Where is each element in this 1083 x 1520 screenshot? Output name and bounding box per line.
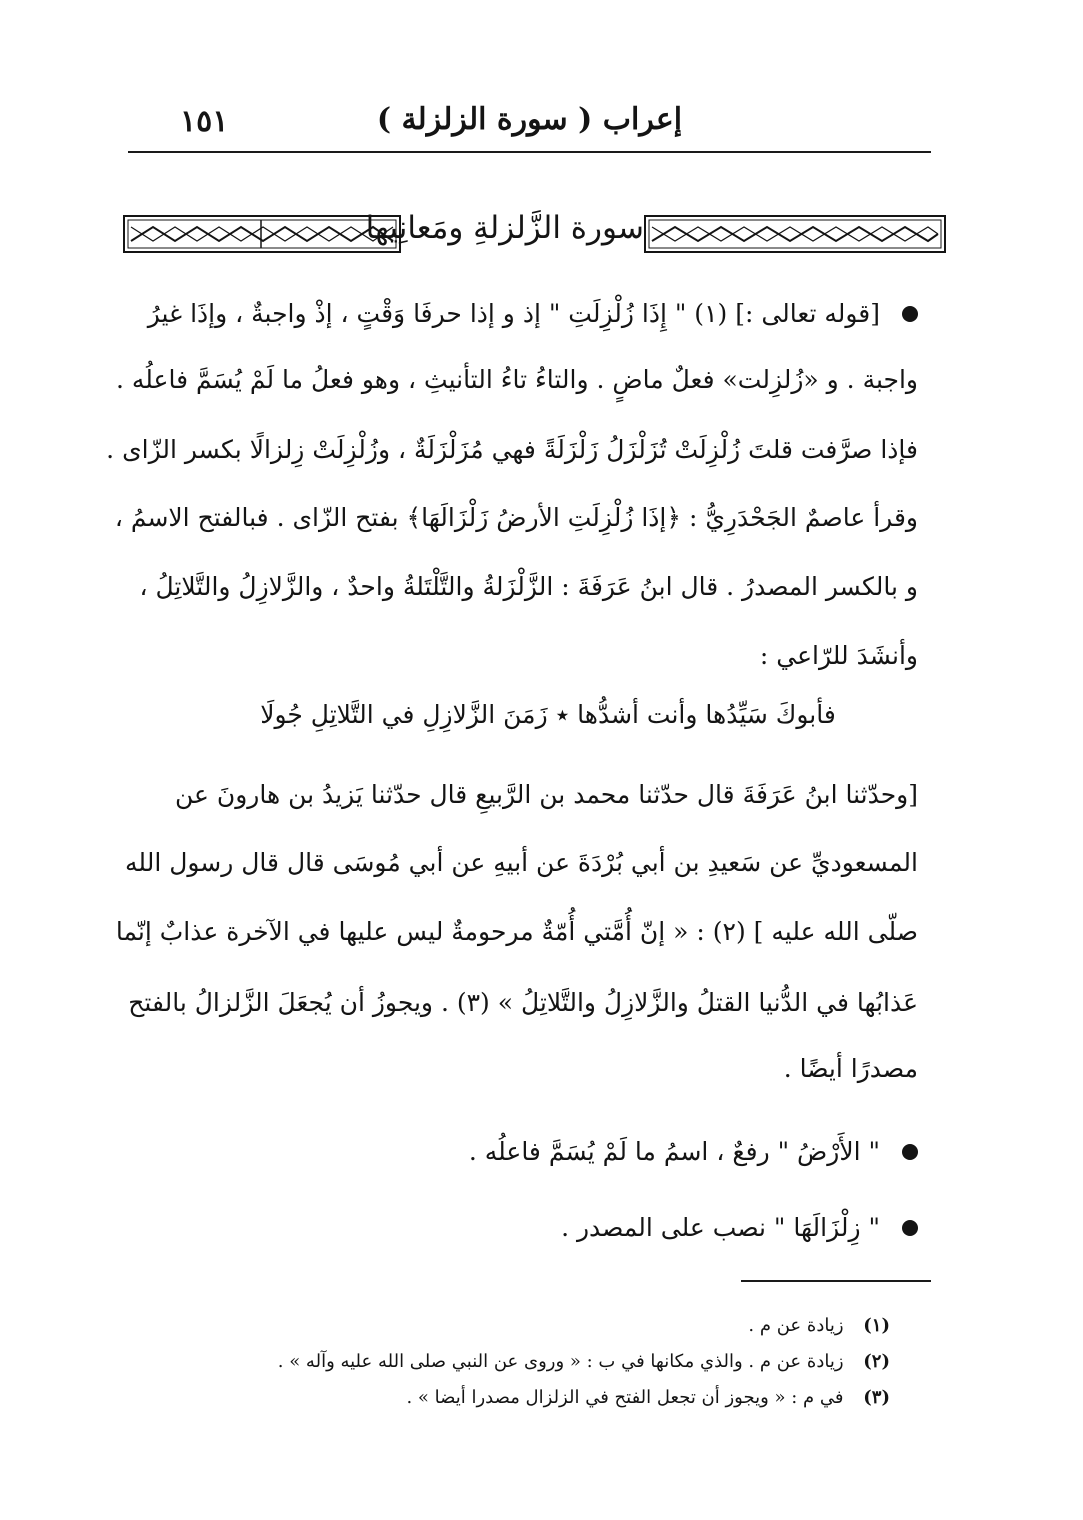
text-line <box>147 294 918 334</box>
footnote-number: (١) <box>863 1315 890 1336</box>
line-text: " زِلْزَالَهَا " نصب على المصدر . <box>561 1213 880 1242</box>
footnote <box>250 1308 890 1344</box>
surah-banner <box>123 206 946 262</box>
footnote <box>250 1380 890 1416</box>
footnotes <box>250 1308 890 1416</box>
text-line: فإذا صرَّفت قلتَ زُلْزِلَتْ تُزَلْزَلُ زَلْزَلَةً فهي مُزَلْزَلَةٌ ، وزُلْزِلَتْ زِلزالًا بكسر الزّاى . <box>106 435 918 464</box>
page-header <box>128 100 931 150</box>
line-text: " الأَرْضُ " رفعٌ ، اسمُ ما لَمْ يُسَمَّ فاعلُه . <box>468 1137 880 1166</box>
poetry-verse: فأبوكَ سَيِّدُها وأنت أشدُّها ٭ زَمَنَ الزَّلازِلِ في التَّلاتِلِ جُولَا <box>260 700 836 729</box>
text-line: واجبة . و «زُلزِلت» فعلٌ ماضٍ . والتاءُ تاءُ التأنيثِ ، وهو فعلُ ما لَمْ يُسَمَّ فاعلُه . <box>115 365 918 394</box>
text-line: [وحدّثنا ابنُ عَرَفَةَ قال حدّثنا محمد بن الرَّبيعِ قال حدّثنا يَزيدُ بن هارونَ عن <box>174 780 918 809</box>
text-line: وقرأ عاصمٌ الجَحْدَرِيُّ : ﴿إذَا زُلْزِلَتِ الأرضُ زَلْزَالَهَا﴾ بفتح الزّاى . فبالفتح الاسمُ ، <box>114 503 918 532</box>
footnote-number: (٣) <box>863 1387 890 1408</box>
ornament-band-left <box>123 214 401 254</box>
surah-title: سورة الزَّلزلةِ ومَعانِيها <box>365 210 644 246</box>
footnote-text: زيادة عن م . والذي مكانها في ب : « وروى عن النبي صلى الله عليه وآله » . <box>277 1351 844 1372</box>
text-line: و بالكسر المصدرُ . قال ابنُ عَرَفَةَ : الزَّلْزَلةُ والتَّلْتَلةُ واحدٌ ، والزَّلازِلُ والتَّلاتِلُ ، <box>139 572 918 601</box>
text-line: المسعوديِّ عن سَعيدِ بن أبي بُرْدَةَ عن أبيهِ عن أبي مُوسَى قال قال رسول الله <box>125 848 918 877</box>
page-number: ١٥١ <box>180 104 229 139</box>
text-line: وأنشَدَ للرّاعي : <box>759 641 918 670</box>
line-text: [قوله تعالى :] (١) " إِذَا زُلْزِلَتِ " إذ و إذا حرفَا وَقْتٍ ، إذْ واجبةٌ ، وإذَا غيرُ <box>147 299 880 328</box>
footnote-text: في م : « ويجوز أن تجعل الفتح في الزلزال مصدرا أيضا » . <box>406 1387 844 1408</box>
bullet-icon <box>902 1144 918 1160</box>
footnote-number: (٢) <box>863 1351 890 1372</box>
bullet-icon <box>902 1220 918 1236</box>
header-rule <box>128 151 931 153</box>
bullet-icon <box>902 306 918 322</box>
running-title: إعراب ( سورة الزلزلة ) <box>376 102 683 137</box>
text-line: صلّى الله عليه ] (٢) : « إنّ أُمَّتي أُمّةٌ مرحومةٌ ليس عليها في الآخرة عذابٌ إنّما <box>115 917 918 946</box>
ornament-band-right <box>644 214 946 254</box>
footnote-text: زيادة عن م . <box>748 1315 844 1336</box>
text-line <box>178 1208 918 1248</box>
text-line: عَذابُها في الدُّنيا القتلُ والزَّلازِلُ والتَّلاتِلُ » (٣) . ويجوزُ أن يُجعَلَ الزَّلزالُ بالفتح <box>128 988 918 1017</box>
text-line <box>178 1132 918 1172</box>
footnote <box>250 1344 890 1380</box>
footnote-rule <box>741 1280 931 1282</box>
text-line: مصدرًا أيضًا . <box>783 1054 918 1083</box>
